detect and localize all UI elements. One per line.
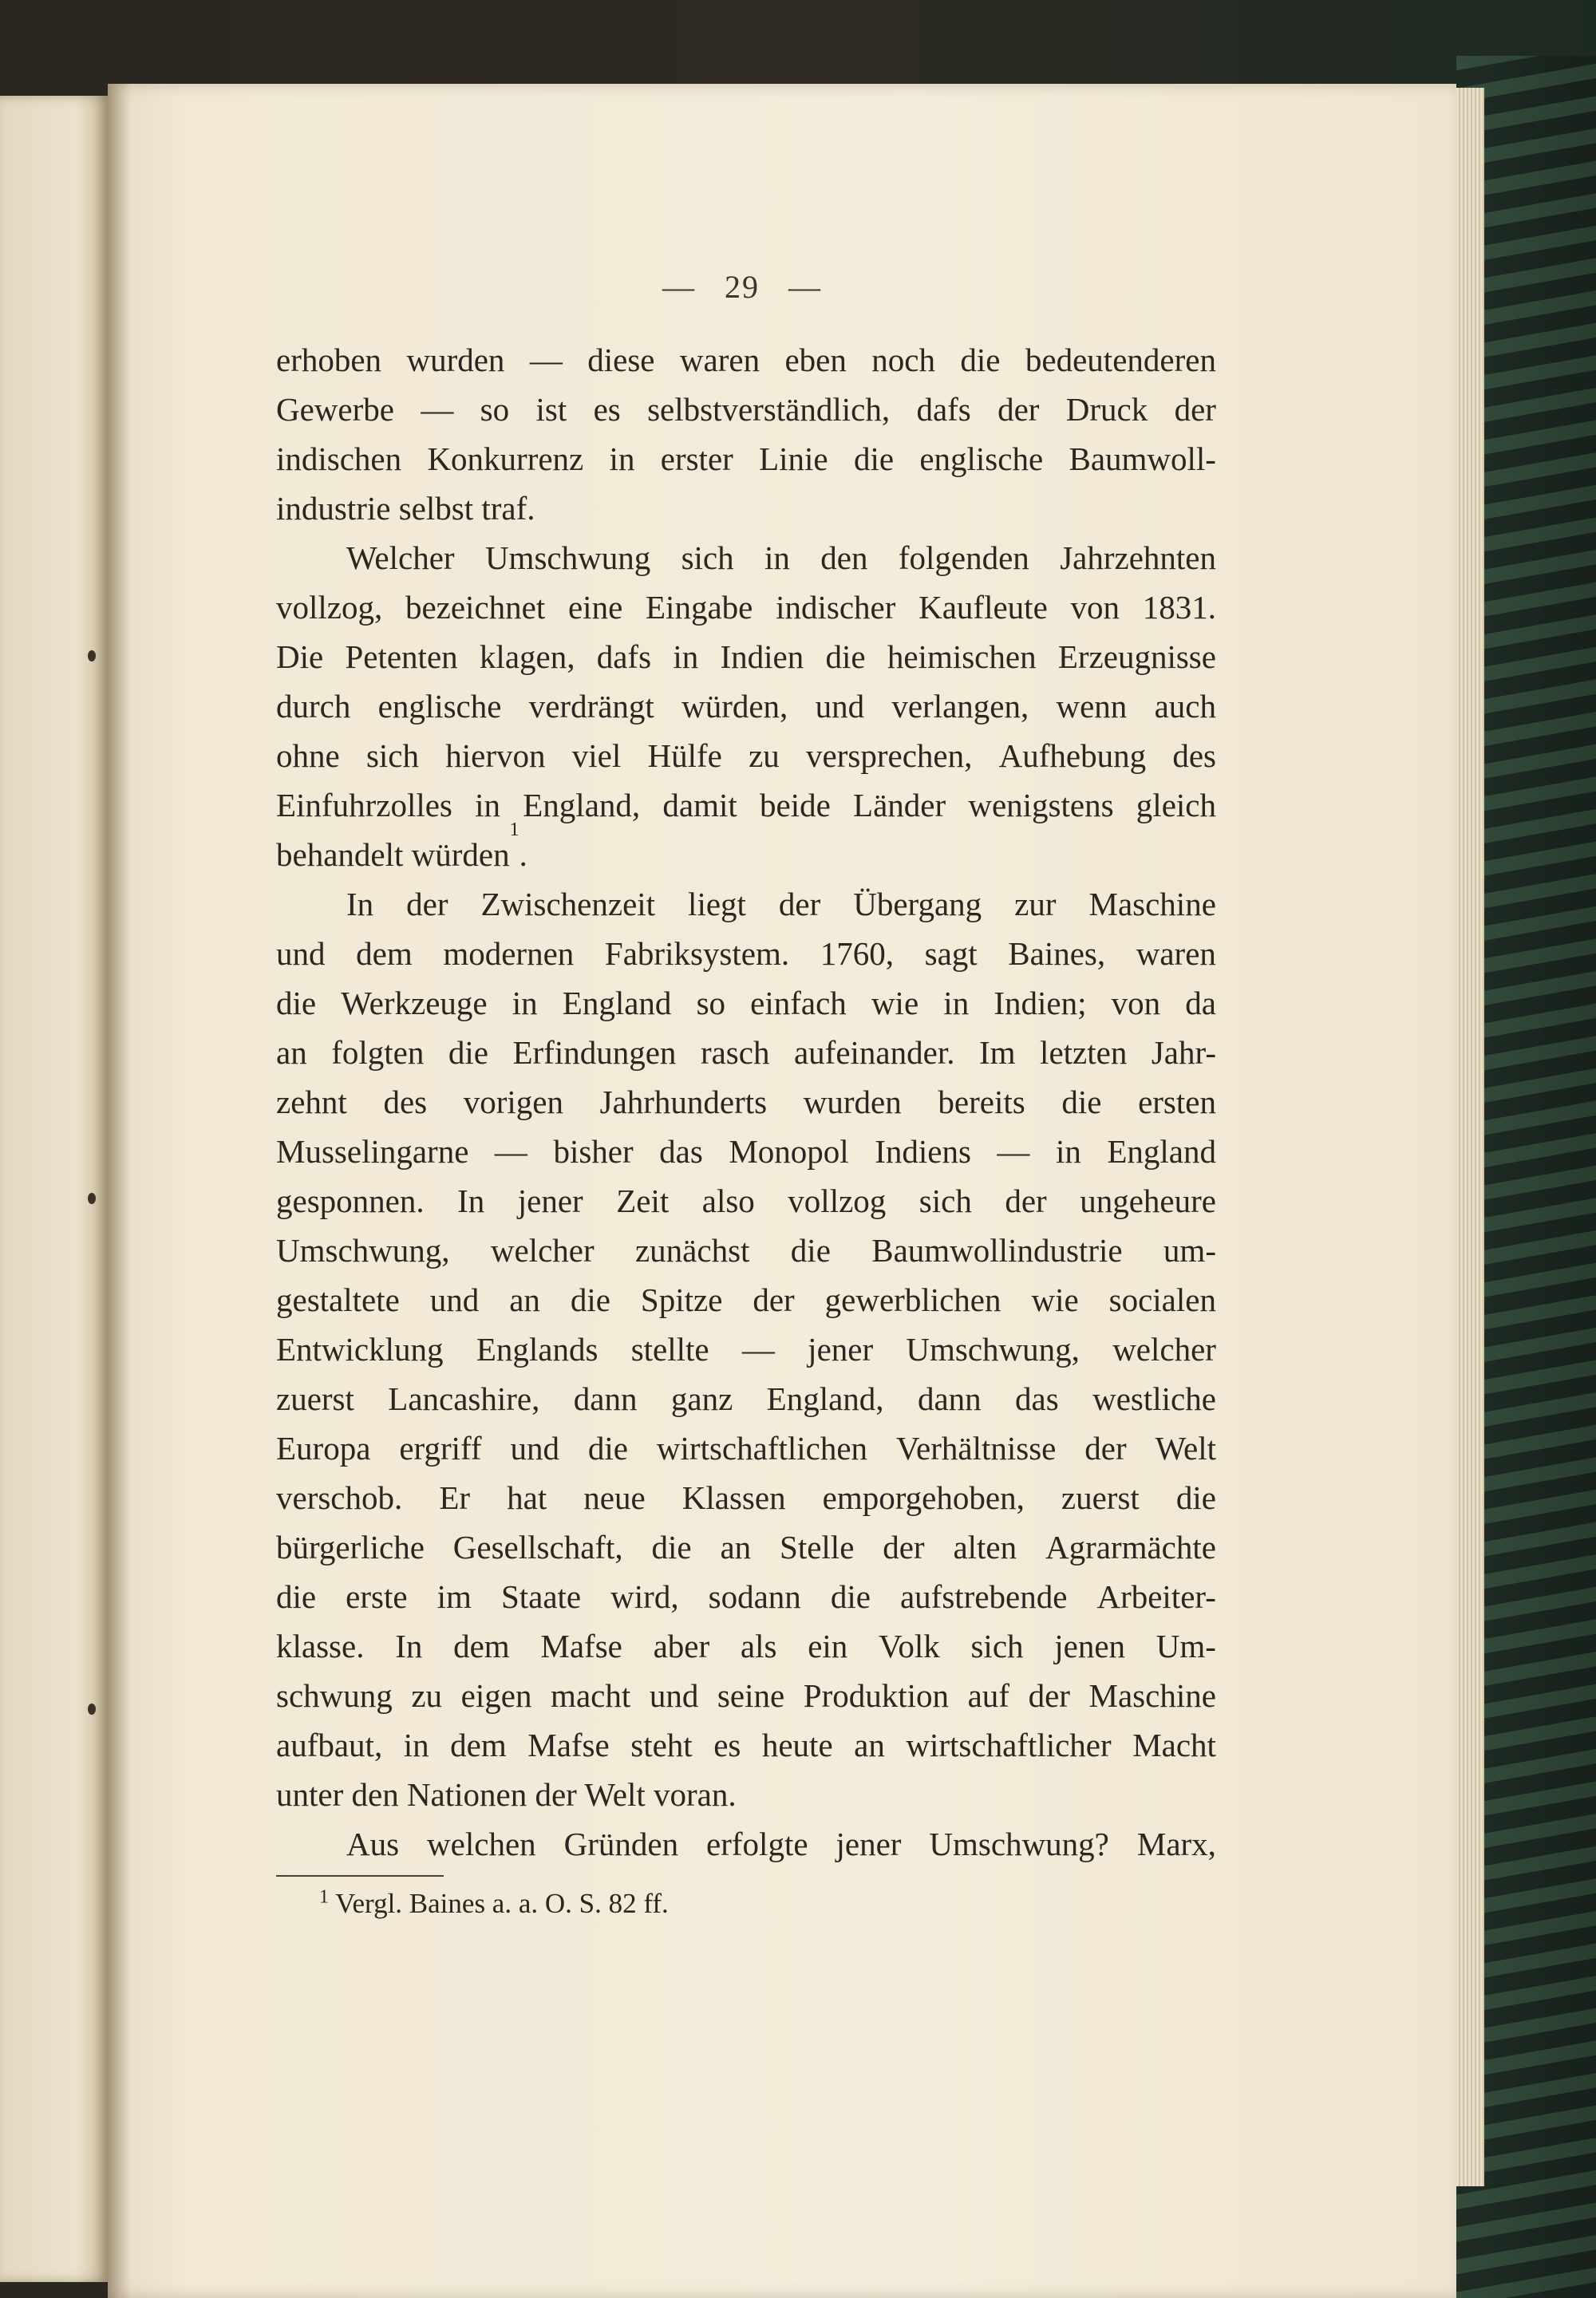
- word: jener: [836, 1826, 902, 1862]
- word: emporgehoben,: [822, 1479, 1025, 1516]
- word: aufeinander.: [793, 1034, 955, 1071]
- word: liegt: [688, 886, 746, 922]
- word: Spitze: [640, 1281, 723, 1318]
- word: vollzog: [788, 1183, 887, 1219]
- word: als: [740, 1628, 777, 1664]
- word: dann: [573, 1380, 638, 1417]
- word: 1760,: [820, 935, 894, 972]
- word: und: [510, 1430, 559, 1467]
- word: erhoben: [276, 342, 382, 378]
- word: und: [429, 1281, 480, 1318]
- line-text: behandelt würden: [276, 836, 510, 873]
- word: zuerst: [1061, 1479, 1140, 1516]
- word: die: [825, 638, 866, 675]
- word: Indiens: [875, 1133, 971, 1170]
- word: Im: [978, 1034, 1016, 1071]
- word: an: [276, 1034, 307, 1071]
- word: Hülfe: [647, 737, 722, 774]
- word: Erzeugnisse: [1057, 638, 1216, 675]
- text-line: [276, 879, 1216, 929]
- word: gestaltete: [276, 1281, 400, 1318]
- word: —: [741, 1331, 775, 1368]
- text-line: [276, 819, 1216, 879]
- word: in: [475, 787, 501, 823]
- text-line: [276, 1028, 1216, 1077]
- word: gesponnen.: [276, 1183, 425, 1219]
- word: wurden: [406, 342, 505, 378]
- word: England,: [523, 787, 641, 823]
- word: heimischen: [887, 638, 1037, 675]
- word: bezeichnet: [405, 589, 546, 626]
- word: Mafse: [527, 1727, 610, 1763]
- body-text: [276, 335, 1216, 1869]
- word: 1831.: [1142, 589, 1216, 626]
- word: ergriff: [399, 1430, 482, 1467]
- word: die: [1061, 1084, 1102, 1120]
- word: —: [494, 1133, 527, 1170]
- word: Übergang: [853, 886, 982, 922]
- margin-mark: [88, 650, 96, 661]
- word: der: [753, 1281, 795, 1318]
- text-line: [276, 1275, 1216, 1325]
- word: Umschwung,: [276, 1232, 450, 1269]
- word: England: [562, 985, 672, 1021]
- word: modernen: [443, 935, 575, 972]
- word: England: [1107, 1133, 1216, 1170]
- word: die: [276, 1578, 317, 1615]
- word: Um-: [1156, 1628, 1216, 1664]
- word: aber: [653, 1628, 710, 1664]
- word: das: [1015, 1380, 1059, 1417]
- word: —: [997, 1133, 1030, 1170]
- word: Marx,: [1136, 1826, 1216, 1862]
- word: welcher: [1112, 1331, 1216, 1368]
- word: Baumwollindustrie: [871, 1232, 1123, 1269]
- word: jener: [808, 1331, 874, 1368]
- word: zu: [411, 1677, 443, 1714]
- word: wirtschaftlicher: [906, 1727, 1112, 1763]
- text-line: [276, 978, 1216, 1028]
- word: Agrarmächte: [1045, 1529, 1216, 1566]
- word: macht: [551, 1677, 631, 1714]
- word: Lancashire,: [388, 1380, 540, 1417]
- text-line: [276, 1473, 1216, 1522]
- text-line: [276, 1374, 1216, 1423]
- word: dem: [453, 1628, 510, 1664]
- word: der: [1005, 1183, 1047, 1219]
- text-line: [276, 681, 1216, 731]
- word: Jahr-: [1151, 1034, 1216, 1071]
- word: die: [276, 985, 317, 1021]
- word: sich: [681, 539, 734, 576]
- word: Gründen: [563, 1826, 679, 1862]
- word: sodann: [708, 1578, 801, 1615]
- word: einfach: [750, 985, 847, 1021]
- text-line: [276, 335, 1216, 385]
- word: der: [406, 886, 448, 922]
- word: ist: [535, 391, 567, 428]
- word: die: [960, 342, 1001, 378]
- word: in: [609, 440, 635, 477]
- word: Arbeiter-: [1096, 1578, 1216, 1615]
- word: bereits: [938, 1084, 1025, 1120]
- word: in: [403, 1727, 429, 1763]
- word: zunächst: [634, 1232, 750, 1269]
- word: Mafse: [540, 1628, 622, 1664]
- word: sich: [918, 1183, 972, 1219]
- word: Kaufleute: [918, 589, 1048, 626]
- word: rasch: [700, 1034, 770, 1071]
- text-line: [276, 1127, 1216, 1176]
- word: englische: [377, 688, 502, 725]
- word: die: [570, 1281, 610, 1318]
- word: indischer: [776, 589, 896, 626]
- word: Länder: [853, 787, 946, 823]
- word: von: [1070, 589, 1120, 626]
- word: also: [701, 1183, 755, 1219]
- word: den: [820, 539, 868, 576]
- word: Welcher: [346, 539, 455, 576]
- word: eigen: [460, 1677, 532, 1714]
- word: Englands: [476, 1331, 598, 1368]
- text-line: [276, 1522, 1216, 1572]
- word: Staate: [500, 1578, 582, 1615]
- word: klasse.: [276, 1628, 365, 1664]
- word: verschob.: [276, 1479, 403, 1516]
- text-line: [276, 1077, 1216, 1127]
- text-line: [276, 731, 1216, 780]
- word: sich: [970, 1628, 1024, 1664]
- word: welchen: [427, 1826, 536, 1862]
- line-text: unter den Nationen der Welt voran.: [276, 1776, 737, 1813]
- word: Jahrzehnten: [1060, 539, 1216, 576]
- word: Linie: [759, 440, 828, 477]
- line-punctuation: .: [519, 836, 527, 873]
- word: noch: [871, 342, 935, 378]
- word: dann: [917, 1380, 982, 1417]
- word: wie: [871, 985, 919, 1021]
- text-line: [276, 780, 1216, 830]
- word: des: [1172, 737, 1216, 774]
- word: Eingabe: [646, 589, 753, 626]
- word: eben: [784, 342, 847, 378]
- word: es: [593, 391, 621, 428]
- word: zu: [749, 737, 780, 774]
- word: an: [720, 1529, 752, 1566]
- word: beide: [760, 787, 831, 823]
- word: an: [854, 1727, 885, 1763]
- word: im: [437, 1578, 472, 1615]
- word: dem: [450, 1727, 507, 1763]
- word: und: [276, 935, 326, 972]
- footnote: [319, 1888, 669, 1920]
- word: zur: [1014, 886, 1057, 922]
- word: vollzog,: [276, 589, 383, 626]
- word: der: [1174, 391, 1216, 428]
- word: zehnt: [276, 1084, 347, 1120]
- word: Entwicklung: [276, 1331, 444, 1368]
- text-line: [276, 1819, 1216, 1869]
- word: —: [421, 391, 454, 428]
- text-line: [276, 1720, 1216, 1770]
- word: bisher: [553, 1133, 634, 1170]
- word: sagt: [924, 935, 978, 972]
- word: Umschwung: [484, 539, 651, 576]
- word: wie: [1031, 1281, 1079, 1318]
- word: —: [529, 342, 563, 378]
- word: die: [587, 1430, 628, 1467]
- word: waren: [679, 342, 760, 378]
- footnote-marker: 1: [319, 1886, 329, 1908]
- word: ohne: [276, 737, 340, 774]
- word: sich: [365, 737, 419, 774]
- word: Welt: [1155, 1430, 1216, 1467]
- word: westliche: [1092, 1380, 1216, 1417]
- word: schwung: [276, 1677, 393, 1714]
- word: ganz: [670, 1380, 733, 1417]
- word: Stelle: [780, 1529, 855, 1566]
- word: Erfindungen: [512, 1034, 677, 1071]
- text-line: [276, 929, 1216, 978]
- text-line: [276, 434, 1216, 484]
- word: des: [383, 1084, 428, 1120]
- word: der: [778, 886, 821, 922]
- word: welcher: [490, 1232, 595, 1269]
- word: eine: [567, 589, 623, 626]
- word: Maschine: [1088, 886, 1216, 922]
- word: ersten: [1138, 1084, 1216, 1120]
- word: hiervon: [445, 737, 546, 774]
- text-line: [276, 1621, 1216, 1671]
- word: englische: [919, 440, 1044, 477]
- gutter-shadow: [108, 84, 132, 2298]
- word: Konkurrenz: [427, 440, 584, 477]
- word: erfolgte: [706, 1826, 808, 1862]
- word: in: [512, 985, 538, 1021]
- word: aufstrebende: [899, 1578, 1068, 1615]
- word: Umschwung?: [929, 1826, 1109, 1862]
- page-block-edge: [1452, 88, 1484, 2186]
- word: durch: [276, 688, 351, 725]
- word: indischen: [276, 440, 402, 477]
- word: die: [853, 440, 895, 477]
- word: von: [1111, 985, 1161, 1021]
- word: Aus: [346, 1826, 400, 1862]
- word: gewerblichen: [824, 1281, 1001, 1318]
- word: das: [659, 1133, 703, 1170]
- word: dafs: [916, 391, 971, 428]
- word: wurden: [803, 1084, 902, 1120]
- text-line: [276, 484, 1216, 533]
- word: wenn: [1056, 688, 1128, 725]
- word: In: [457, 1183, 485, 1219]
- word: Einfuhrzolles: [276, 787, 452, 823]
- word: Maschine: [1088, 1677, 1216, 1714]
- word: in: [764, 539, 790, 576]
- word: Macht: [1132, 1727, 1216, 1763]
- word: vorigen: [463, 1084, 563, 1120]
- word: verdrängt: [528, 688, 654, 725]
- word: wenigstens: [968, 787, 1114, 823]
- word: England,: [766, 1380, 884, 1417]
- word: so: [480, 391, 510, 428]
- footnote-text: Vergl. Baines a. a. O. S. 82 ff.: [335, 1888, 669, 1919]
- header-dash-right: —: [788, 269, 822, 305]
- left-page-margin: [0, 96, 108, 2282]
- word: In: [395, 1628, 423, 1664]
- margin-mark: [88, 1704, 96, 1715]
- word: stellte: [630, 1331, 709, 1368]
- word: zuerst: [276, 1380, 354, 1417]
- text-line: [276, 1423, 1216, 1473]
- word: klagen,: [479, 638, 575, 675]
- word: Baumwoll-: [1069, 440, 1216, 477]
- word: Werkzeuge: [341, 985, 488, 1021]
- word: steht: [630, 1727, 693, 1763]
- word: Zeit: [616, 1183, 670, 1219]
- word: würden,: [681, 688, 788, 725]
- word: heute: [761, 1727, 833, 1763]
- footnote-rule: [276, 1875, 444, 1877]
- word: in: [943, 985, 970, 1021]
- word: die: [830, 1578, 871, 1615]
- word: der: [883, 1529, 925, 1566]
- word: die: [651, 1529, 692, 1566]
- word: socialen: [1108, 1281, 1216, 1318]
- word: in: [673, 638, 699, 675]
- word: wirtschaftlichen: [656, 1430, 868, 1467]
- word: der: [1028, 1677, 1070, 1714]
- word: Er: [439, 1479, 471, 1516]
- text-line: [276, 1226, 1216, 1275]
- word: gleich: [1136, 787, 1216, 823]
- word: Gesellschaft,: [452, 1529, 623, 1566]
- word: so: [696, 985, 726, 1021]
- word: dafs: [596, 638, 652, 675]
- word: damit: [662, 787, 737, 823]
- word: neue: [583, 1479, 646, 1516]
- text-line: [276, 1572, 1216, 1621]
- word: Aufhebung: [998, 737, 1147, 774]
- text-line: [276, 632, 1216, 681]
- word: jenen: [1054, 1628, 1126, 1664]
- word: die: [1175, 1479, 1216, 1516]
- page-number: 29: [725, 269, 760, 305]
- word: alten: [953, 1529, 1017, 1566]
- text-line: [276, 1176, 1216, 1226]
- word: verlangen,: [891, 688, 1029, 725]
- word: seine: [717, 1677, 785, 1714]
- word: In: [346, 886, 374, 922]
- word: folgten: [331, 1034, 425, 1071]
- text-line: [276, 582, 1216, 632]
- word: Jahrhunderts: [599, 1084, 768, 1120]
- word: bedeutenderen: [1025, 342, 1216, 378]
- word: jener: [517, 1183, 583, 1219]
- text-line: [276, 385, 1216, 434]
- word: Baines,: [1008, 935, 1106, 972]
- word: ein: [808, 1628, 848, 1664]
- word: aufbaut,: [276, 1727, 383, 1763]
- word: Indien;: [994, 985, 1087, 1021]
- word: es: [713, 1727, 741, 1763]
- text-line: [276, 1325, 1216, 1374]
- word: Volk: [879, 1628, 940, 1664]
- word: die: [790, 1232, 831, 1269]
- word: um-: [1163, 1232, 1216, 1269]
- line-text: industrie selbst traf.: [276, 490, 535, 527]
- word: wird,: [610, 1578, 679, 1615]
- text-line: [276, 1671, 1216, 1720]
- word: Fabriksystem.: [604, 935, 790, 972]
- word: der: [998, 391, 1040, 428]
- word: an: [509, 1281, 540, 1318]
- footnote-reference: 1: [509, 819, 519, 840]
- word: Druck: [1065, 391, 1148, 428]
- word: diese: [587, 342, 655, 378]
- margin-mark: [88, 1193, 96, 1204]
- word: viel: [571, 737, 622, 774]
- word: selbstverständlich,: [647, 391, 891, 428]
- header-dash-left: —: [662, 269, 696, 305]
- word: letzten: [1040, 1034, 1128, 1071]
- word: bürgerliche: [276, 1529, 425, 1566]
- word: Europa: [276, 1430, 371, 1467]
- word: Indien: [720, 638, 804, 675]
- word: folgenden: [898, 539, 1029, 576]
- page-header: [0, 268, 1484, 306]
- word: in: [1055, 1133, 1081, 1170]
- word: die: [448, 1034, 488, 1071]
- word: versprechen,: [806, 737, 973, 774]
- word: ungeheure: [1080, 1183, 1216, 1219]
- text-line: [276, 533, 1216, 582]
- word: Produktion: [803, 1677, 950, 1714]
- word: Petenten: [345, 638, 458, 675]
- word: auf: [967, 1677, 1009, 1714]
- word: erster: [660, 440, 733, 477]
- word: Gewerbe: [276, 391, 394, 428]
- word: und: [649, 1677, 699, 1714]
- word: Die: [276, 638, 324, 675]
- word: hat: [507, 1479, 547, 1516]
- word: Klassen: [681, 1479, 786, 1516]
- word: auch: [1154, 688, 1216, 725]
- word: waren: [1136, 935, 1216, 972]
- word: Musselingarne: [276, 1133, 469, 1170]
- word: Zwischenzeit: [480, 886, 656, 922]
- word: Verhältnisse: [895, 1430, 1057, 1467]
- word: der: [1084, 1430, 1127, 1467]
- word: und: [815, 688, 865, 725]
- word: Monopol: [729, 1133, 849, 1170]
- text-line: [276, 1770, 1216, 1819]
- word: erste: [346, 1578, 408, 1615]
- word: da: [1185, 985, 1216, 1021]
- word: Umschwung,: [906, 1331, 1080, 1368]
- word: dem: [356, 935, 413, 972]
